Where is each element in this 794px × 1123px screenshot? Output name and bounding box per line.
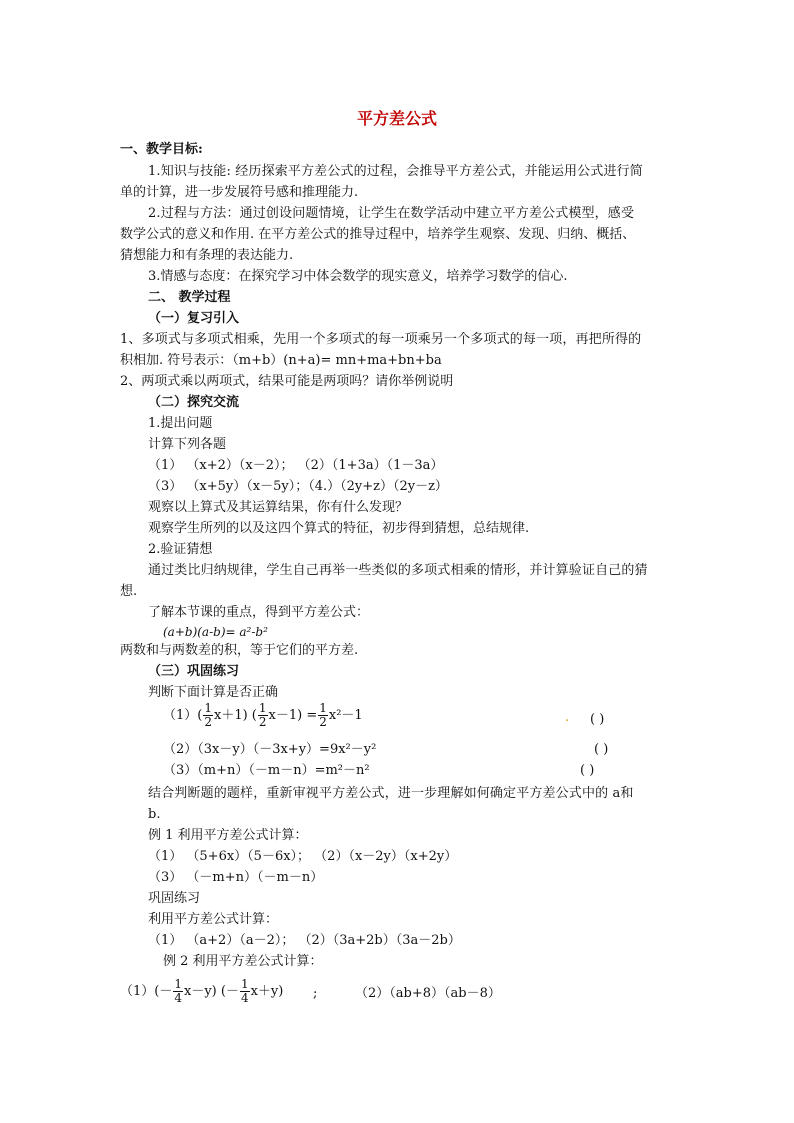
- paragraph-line: 1、多项式与多项式相乘，先用一个多项式的每一项乘另一个多项式的每一项，再把所得的: [120, 332, 642, 347]
- denominator: 2: [204, 715, 212, 729]
- paragraph-line: 1.提出问题: [148, 416, 213, 431]
- paragraph-line: 2.过程与方法：通过创设问题情境，让学生在数学活动中建立平方差公式模型，感受: [148, 206, 635, 221]
- numerator: 1: [258, 701, 267, 715]
- answer-blank: ( ): [580, 763, 595, 778]
- subsection-heading: （三）巩固练习: [148, 664, 240, 679]
- math-line: （1） （5+6x）（5－6x）； （2）（x－2y）（x+2y）: [148, 849, 458, 864]
- answer-blank: ( ): [594, 742, 609, 757]
- paragraph-line: 猜想能力和有条理的表达能力.: [120, 248, 294, 263]
- paragraph-line: 单的计算，进一步发展符号感和推理能力.: [120, 185, 359, 200]
- math-text: x－y) (－: [184, 984, 239, 999]
- paragraph-line: 巩固练习: [148, 891, 201, 906]
- page-title: 平方差公式: [356, 109, 437, 128]
- fraction: [318, 702, 328, 729]
- math-line: （3） （x+5y）（x－5y）；（4.）（2y+z）（2y－z）: [148, 479, 448, 494]
- math-line: [120, 978, 283, 1006]
- paragraph-line: 利用平方差公式计算：: [148, 912, 279, 927]
- paragraph-line: 计算下列各题: [148, 437, 227, 452]
- math-text: x²－1: [328, 708, 363, 723]
- numerator: 1: [204, 701, 212, 715]
- math-text: (－: [154, 984, 173, 999]
- numerator: 1: [240, 977, 249, 991]
- math-line: [163, 702, 363, 730]
- paragraph-line: 观察以上算式及其运算结果，你有什么发现？: [148, 500, 409, 515]
- marker-dot: .: [565, 710, 570, 725]
- subsection-heading: （一）复习引入: [148, 311, 240, 326]
- math-text: x＋1) (: [214, 708, 257, 723]
- paragraph-line: 数学公式的意义和作用. 在平方差公式的推导过程中，培养学生观察、发现、归纳、概括、: [120, 227, 636, 242]
- paragraph-line: 通过类比归纳规律，学生自己再举一些类似的多项式相乘的情形，并计算验证自己的猜: [148, 563, 648, 578]
- math-line: （1） （x+2）（x－2）； （2）（1+3a）（1－3a）: [148, 458, 444, 473]
- fraction: [258, 702, 268, 729]
- section-heading-objectives: 一、教学目标:: [120, 142, 203, 157]
- paragraph-line: 结合判断题的题样，重新审视平方差公式，进一步理解如何确定平方差公式中的 a和: [148, 786, 634, 801]
- paragraph-line: 了解本节课的重点，得到平方差公式：: [148, 605, 370, 620]
- numerator: 1: [319, 701, 327, 715]
- denominator: 2: [319, 715, 327, 729]
- formula: (a+b)(a-b)= a²-b²: [163, 625, 268, 639]
- denominator: 2: [258, 715, 267, 729]
- item-label: （1）: [120, 984, 155, 999]
- fraction: [173, 978, 183, 1005]
- math-line: （2）（ab+8）（ab－8）: [355, 986, 501, 1001]
- paragraph-line: 2、两项式乘以两项式，结果可能是两项吗？请你举例说明: [120, 374, 454, 389]
- fraction: [203, 702, 213, 729]
- paragraph-line: 想.: [120, 584, 138, 599]
- section-heading-process: 二、 教学过程: [148, 290, 231, 305]
- math-text: x－1) =: [268, 708, 318, 723]
- paragraph-line: 1.知识与技能: 经历探索平方差公式的过程，会推导平方差公式，并能运用公式进行简: [148, 164, 643, 179]
- paragraph-line: 观察学生所列的以及这四个算式的特征，初步得到猜想，总结规律.: [148, 521, 530, 536]
- paragraph-line: 3.情感与态度：在探究学习中体会数学的现实意义，培养学习数学的信心.: [148, 269, 568, 284]
- fraction: [240, 978, 250, 1005]
- paragraph-line: 两数和与两数差的积，等于它们的平方差.: [120, 643, 359, 658]
- math-line: （3）（m+n）（－m－n）=m²－n²: [163, 763, 370, 778]
- numerator: 1: [174, 977, 182, 991]
- math-line: （2）（3x－y）（－3x+y）=9x²－y²: [163, 742, 377, 757]
- paragraph-line: 判断下面计算是否正确: [148, 685, 279, 700]
- paragraph-line: 2.验证猜想: [148, 542, 213, 557]
- paragraph-line: 例 1 利用平方差公式计算：: [148, 828, 308, 843]
- paragraph-line: 例 2 利用平方差公式计算：: [163, 954, 323, 969]
- paragraph-line: b.: [148, 807, 161, 822]
- denominator: 4: [174, 991, 182, 1005]
- item-label: （1）: [163, 708, 198, 723]
- separator: ;: [313, 986, 318, 1001]
- subsection-heading: （二）探究交流: [148, 395, 240, 410]
- math-text: x＋y): [250, 984, 284, 999]
- paragraph-line: 积相加. 符号表示：（m+b）(n+a)= mn+ma+bn+ba: [120, 353, 442, 368]
- math-line: （3） （－m+n）（－m－n）: [148, 870, 324, 885]
- math-text: (: [197, 708, 203, 723]
- denominator: 4: [240, 991, 249, 1005]
- math-line: （1） （a+2）（a－2）； （2）（3a+2b）（3a－2b）: [148, 933, 461, 948]
- answer-blank: ( ): [590, 712, 605, 727]
